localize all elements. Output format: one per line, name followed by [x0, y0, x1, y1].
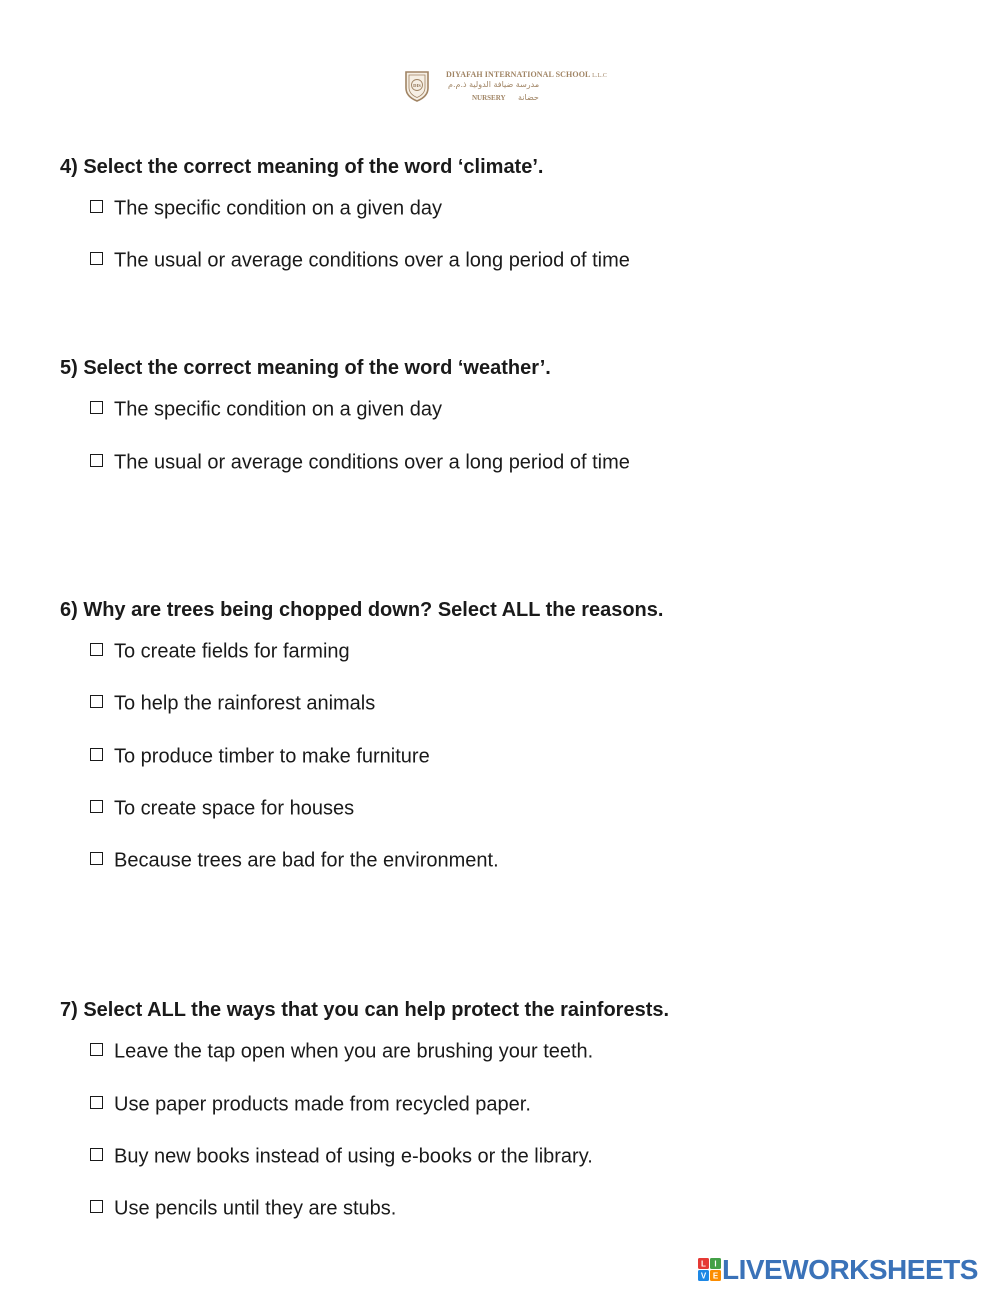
- question-5-title: 5) Select the correct meaning of the word ‘weather’.: [60, 357, 551, 379]
- option-label: To create fields for farming: [114, 640, 350, 663]
- q7-option-4[interactable]: [90, 1196, 396, 1220]
- q6-option-4[interactable]: [90, 796, 354, 820]
- checkbox[interactable]: [90, 852, 103, 865]
- option-label: To produce timber to make furniture: [114, 745, 430, 768]
- q6-option-2[interactable]: [90, 691, 375, 715]
- q7-option-3[interactable]: [90, 1144, 593, 1168]
- option-label: To create space for houses: [114, 797, 355, 820]
- q7-option-1[interactable]: [90, 1039, 593, 1063]
- q4-option-2[interactable]: [90, 248, 630, 272]
- crest-text: DIS: [413, 82, 421, 88]
- q5-option-1[interactable]: [90, 397, 442, 421]
- q6-option-1[interactable]: [90, 639, 350, 663]
- option-label: Use paper products made from recycled paper.: [114, 1093, 531, 1116]
- option-label: The specific condition on a given day: [114, 398, 442, 421]
- checkbox[interactable]: [90, 748, 103, 761]
- q4-option-1[interactable]: [90, 196, 442, 220]
- checkbox[interactable]: [90, 800, 103, 813]
- q5-option-2[interactable]: [90, 450, 630, 474]
- school-name-text: DIYAFAH INTERNATIONAL SCHOOL: [446, 70, 591, 79]
- option-label: The usual or average conditions over a long period of time: [114, 451, 630, 474]
- option-label: Buy new books instead of using e-books or the library.: [114, 1145, 593, 1168]
- tile-letter-l: L: [701, 1259, 706, 1269]
- school-name-ar: مدرسة ضيافة الدولية ذ.م.م: [448, 80, 540, 89]
- option-label: Because trees are bad for the environment.: [114, 849, 499, 872]
- checkbox[interactable]: [90, 1043, 103, 1056]
- option-label: Use pencils until they are stubs.: [114, 1197, 397, 1220]
- checkbox[interactable]: [90, 1096, 103, 1109]
- checkbox[interactable]: [90, 454, 103, 467]
- question-6-title: 6) Why are trees being chopped down? Select ALL the reasons.: [60, 599, 664, 621]
- tile-letter-e: E: [712, 1271, 719, 1281]
- school-crest-logo: [404, 70, 430, 102]
- option-label: To help the rainforest animals: [114, 692, 376, 715]
- school-suffix: L.L.C: [592, 73, 607, 79]
- checkbox[interactable]: [90, 1148, 103, 1161]
- option-label: The specific condition on a given day: [114, 197, 442, 220]
- tile-letter-i: I: [714, 1259, 717, 1269]
- checkbox[interactable]: [90, 1200, 103, 1213]
- option-label: Leave the tap open when you are brushing your teeth.: [114, 1040, 594, 1063]
- nursery-label-ar: حضانة: [518, 93, 539, 102]
- q6-option-3[interactable]: [90, 744, 430, 768]
- liveworksheets-wordmark: LIVEWORKSHEETS: [722, 1254, 978, 1285]
- school-name-en: [446, 70, 607, 79]
- school-header: [404, 68, 607, 108]
- nursery-label-en: NURSERY: [472, 94, 506, 102]
- liveworksheets-logo-icon: [698, 1258, 722, 1282]
- checkbox[interactable]: [90, 200, 103, 213]
- checkbox[interactable]: [90, 695, 103, 708]
- tile-letter-v: V: [700, 1271, 707, 1281]
- question-4-title: 4) Select the correct meaning of the word ‘climate’.: [60, 156, 544, 178]
- question-7-title: 7) Select ALL the ways that you can help protect the rainforests.: [60, 999, 670, 1021]
- q7-option-2[interactable]: [90, 1092, 531, 1116]
- checkbox[interactable]: [90, 401, 103, 414]
- option-label: The usual or average conditions over a long period of time: [114, 249, 630, 272]
- q6-option-5[interactable]: [90, 848, 499, 872]
- checkbox[interactable]: [90, 252, 103, 265]
- checkbox[interactable]: [90, 643, 103, 656]
